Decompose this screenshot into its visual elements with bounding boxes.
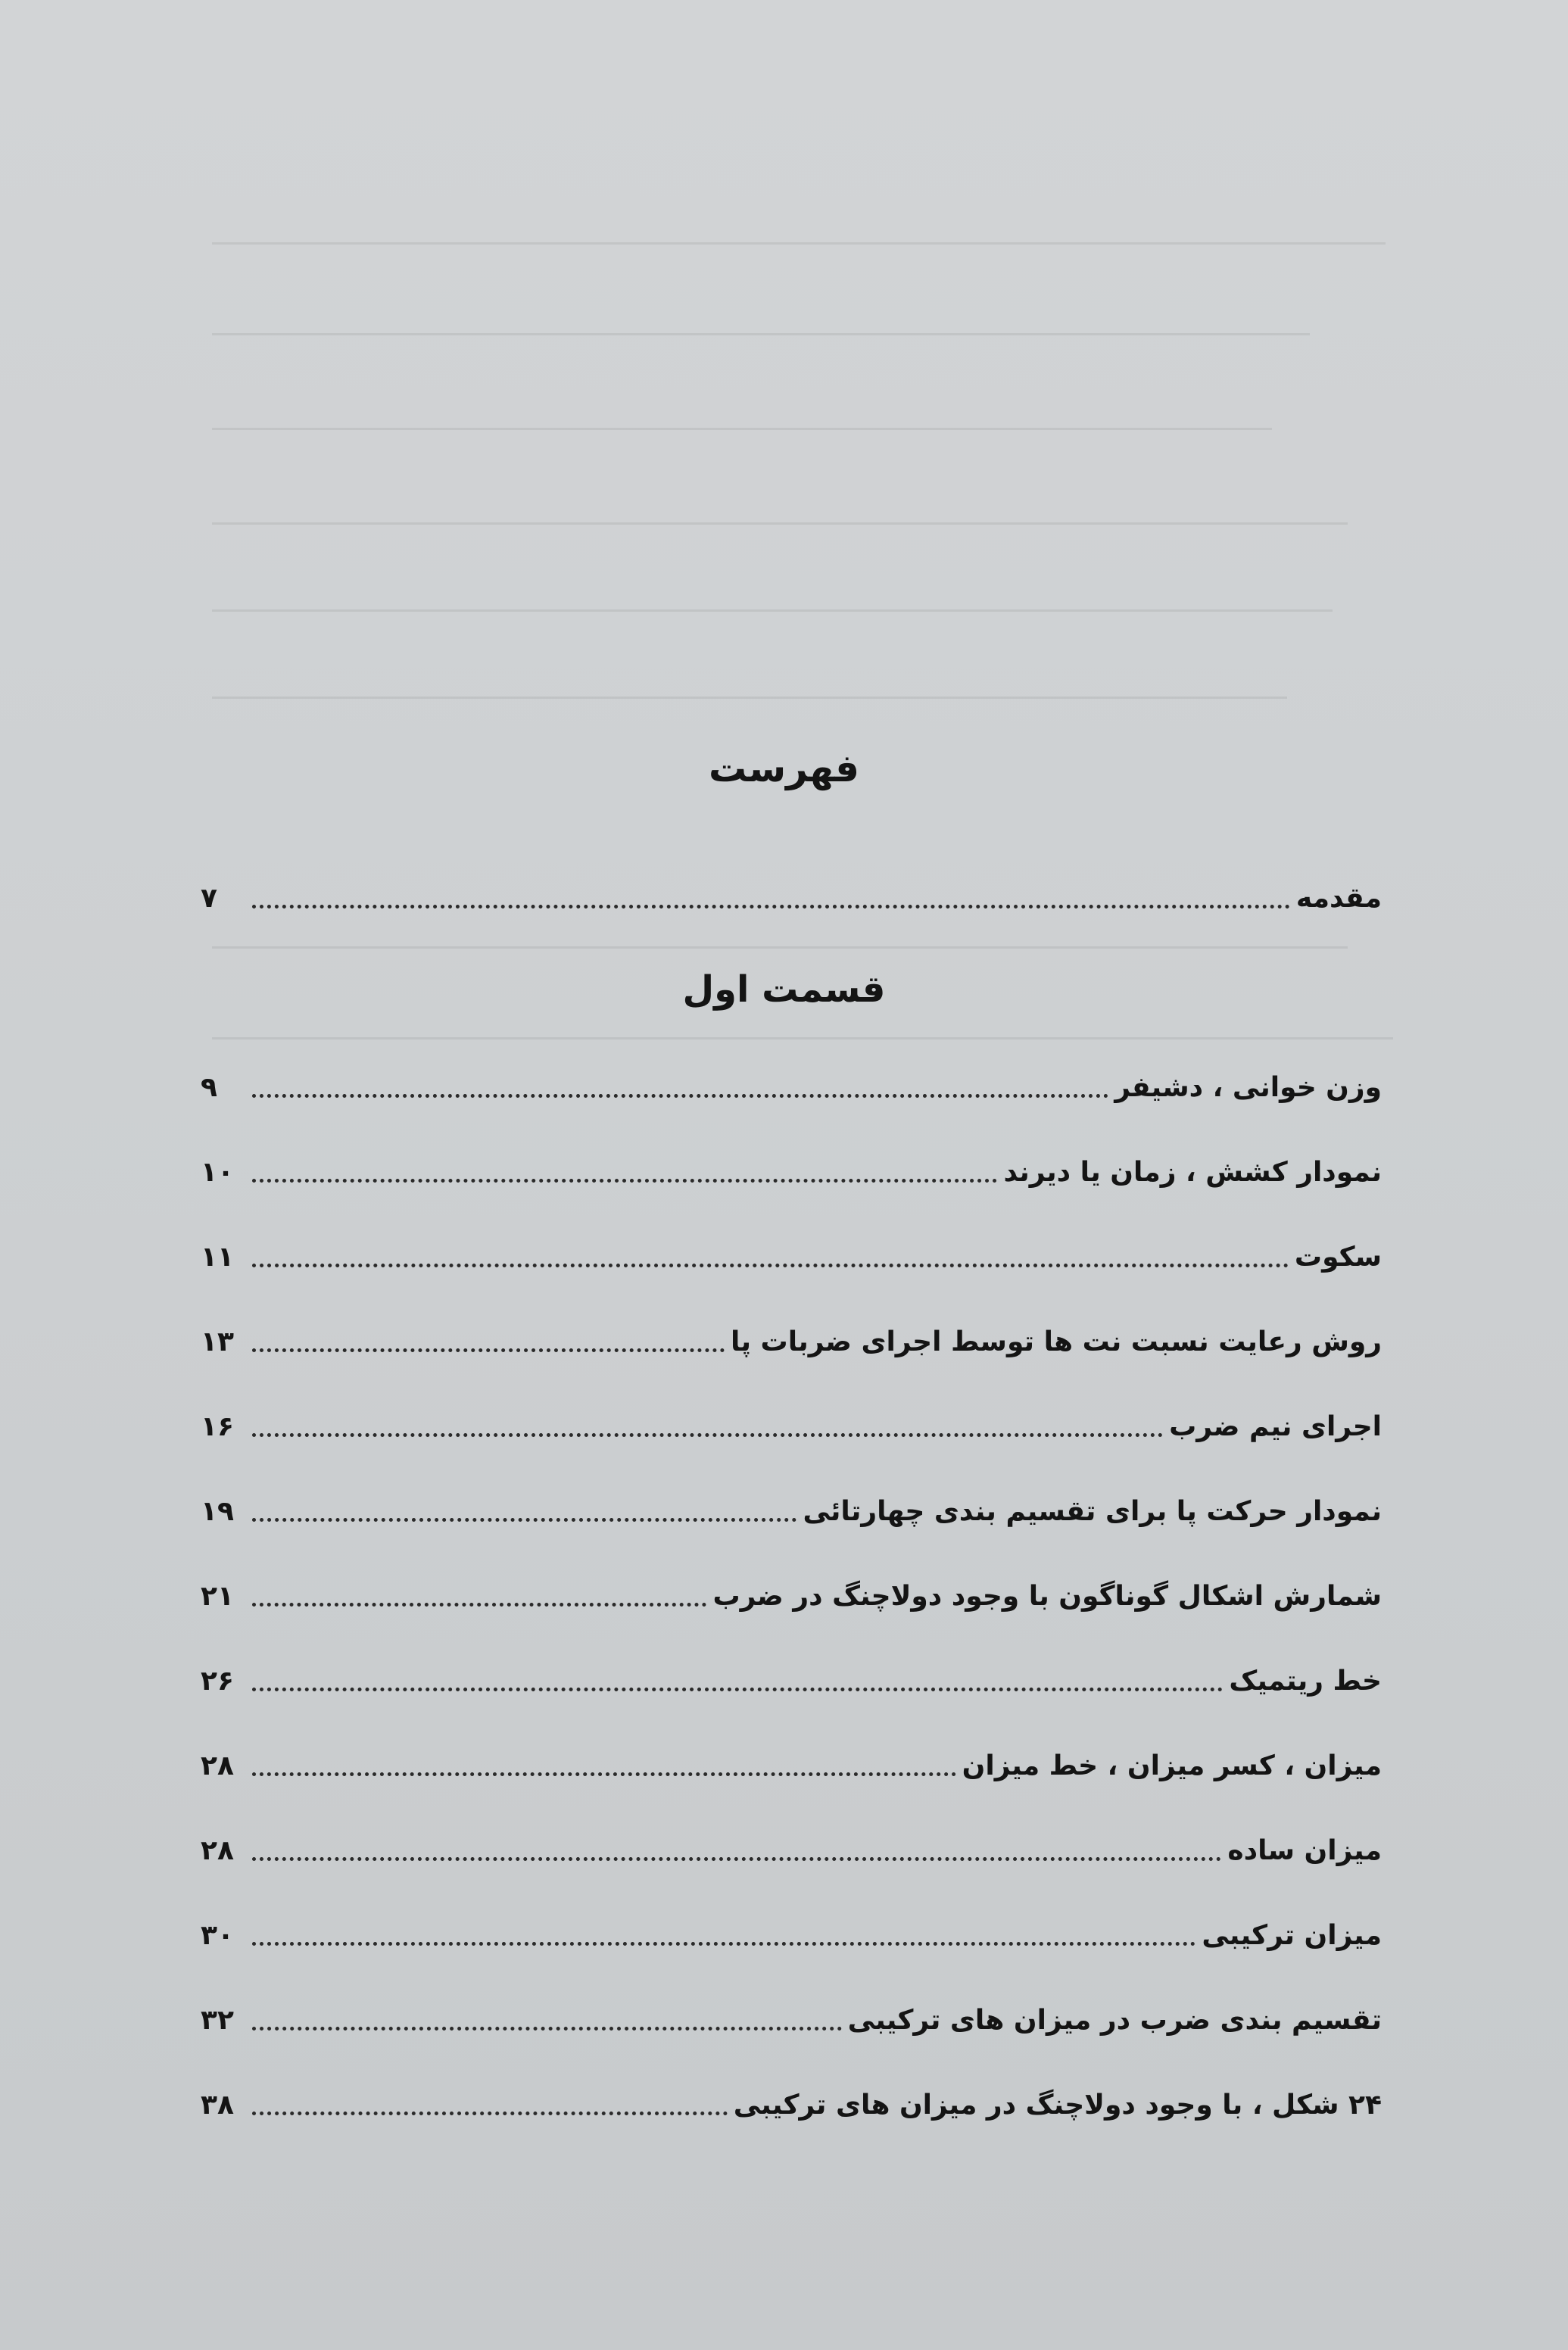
toc-entry-page: ۱۶ <box>201 1411 234 1442</box>
toc-entry-page: ۳۰ <box>201 1920 234 1951</box>
toc-entry-label: تقسیم بندی ضرب در میزان های ترکیبی <box>847 2005 1382 2036</box>
toc-entry[interactable] <box>201 1314 1382 1360</box>
toc-entry[interactable] <box>201 1993 1382 2038</box>
toc-entry[interactable] <box>201 1230 1382 1275</box>
toc-entry-intro[interactable] <box>201 871 1382 916</box>
toc-entry-page: ۲۱ <box>201 1581 234 1612</box>
toc-entry-label: ۲۴ شکل ، با وجود دولاچنگ در میزان های ترکیبی <box>733 2090 1382 2121</box>
toc-entry-page: ۱۰ <box>201 1157 234 1188</box>
toc-entry[interactable] <box>201 1569 1382 1614</box>
toc-entry-page: ۱۳ <box>201 1326 234 1357</box>
dot-leader <box>252 1941 1195 1946</box>
toc-entry-label: خط ریتمیک <box>1229 1666 1382 1697</box>
toc-entry-page: ۳۸ <box>201 2090 234 2121</box>
bleed-through-line <box>212 1037 1393 1039</box>
dot-leader <box>252 1517 796 1522</box>
dot-leader <box>252 1772 956 1776</box>
toc-entry-page: ۹ <box>201 1072 217 1103</box>
dot-leader <box>252 1432 1163 1437</box>
bleed-through-line <box>212 522 1348 525</box>
toc-entry[interactable] <box>201 1653 1382 1699</box>
bleed-through-line <box>212 333 1310 335</box>
toc-entry-label: میزان ترکیبی <box>1202 1920 1382 1951</box>
dot-leader <box>252 1856 1221 1861</box>
toc-entry-page: ۳۲ <box>201 2005 234 2036</box>
toc-entry[interactable] <box>201 1738 1382 1784</box>
toc-entry[interactable] <box>201 1060 1382 1105</box>
toc-entry[interactable] <box>201 2077 1382 2123</box>
toc-entry-page: ۱۹ <box>201 1496 234 1527</box>
bleed-through-line <box>212 697 1287 699</box>
bleed-through-line <box>212 946 1348 949</box>
toc-entry-page: ۲۶ <box>201 1666 234 1697</box>
toc-entry[interactable] <box>201 1908 1382 1953</box>
toc-entry-label: روش رعایت نسبت نت ها توسط اجرای ضربات پا <box>730 1326 1382 1357</box>
dot-leader <box>252 2111 728 2115</box>
dot-leader <box>252 2026 842 2031</box>
bleed-through-line <box>212 609 1333 612</box>
dot-leader <box>252 904 1290 909</box>
part-one-title: قسمت اول <box>682 968 886 1011</box>
dot-leader <box>252 1263 1289 1267</box>
toc-entry-page: ۲۸ <box>201 1835 234 1866</box>
toc-entry-label: میزان ، کسر میزان ، خط میزان <box>962 1750 1382 1781</box>
toc-entry-label: وزن خوانی ، دشیفر <box>1114 1072 1382 1103</box>
toc-title: فهرست <box>709 746 859 790</box>
toc-entry[interactable] <box>201 1484 1382 1529</box>
toc-entry-label: اجرای نیم ضرب <box>1169 1411 1382 1442</box>
dot-leader <box>252 1093 1108 1098</box>
bleed-through-line <box>212 242 1386 245</box>
toc-entry[interactable] <box>201 1399 1382 1445</box>
toc-entry[interactable] <box>201 1823 1382 1868</box>
toc-entry-page: ۱۱ <box>201 1242 234 1273</box>
dot-leader <box>252 1602 706 1607</box>
toc-entry-label: میزان ساده <box>1227 1835 1382 1866</box>
toc-entry-label: نمودار حرکت پا برای تقسیم بندی چهارتائی <box>803 1496 1382 1527</box>
toc-entry-label: سکوت <box>1294 1242 1382 1273</box>
dot-leader <box>252 1178 997 1183</box>
toc-entry-label: شمارش اشکال گوناگون با وجود دولاچنگ در ضرب <box>712 1581 1382 1612</box>
toc-entry-page: ۷ <box>201 883 217 914</box>
toc-entry-label: مقدمه <box>1295 883 1382 914</box>
dot-leader <box>252 1348 725 1352</box>
dot-leader <box>252 1687 1223 1691</box>
bleed-through-line <box>212 428 1272 430</box>
toc-entry-label: نمودار کشش ، زمان یا دیرند <box>1003 1157 1382 1188</box>
toc-entry[interactable] <box>201 1145 1382 1190</box>
toc-entry-page: ۲۸ <box>201 1750 234 1781</box>
